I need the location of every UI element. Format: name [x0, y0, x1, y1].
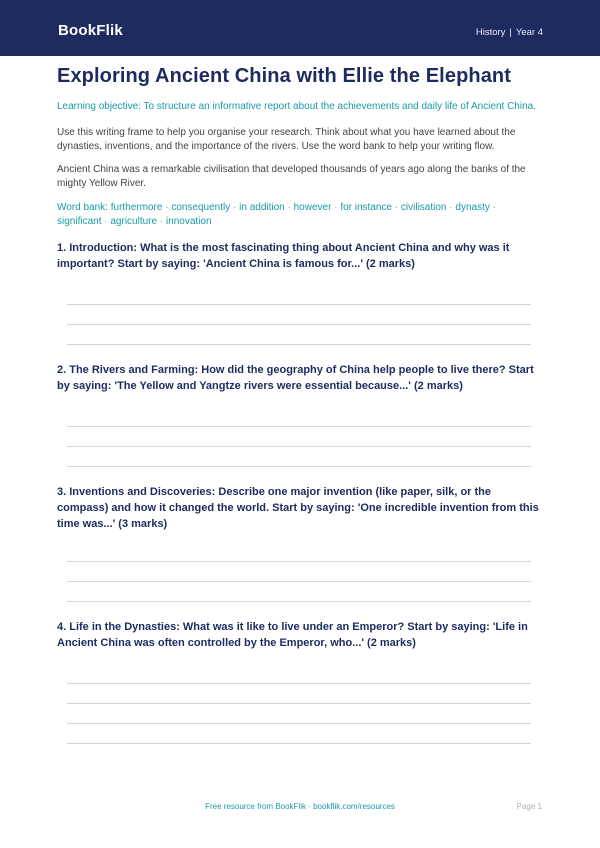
word-bank-separator: ·	[446, 202, 456, 213]
header-separator: |	[509, 27, 512, 38]
header-bar	[0, 0, 600, 56]
answer-line[interactable]	[67, 723, 531, 724]
word-bank-item: for instance	[340, 202, 393, 213]
answer-line[interactable]	[67, 344, 531, 345]
word-bank-item: civilisation	[400, 202, 447, 213]
answer-line[interactable]	[67, 426, 531, 427]
question-text: 4. Life in the Dynasties: What was it like to live under an Emperor? Start by saying: 'Life in Ancient China was often controlled by the Emperor, who...' (2 marks)	[57, 621, 528, 649]
page-title: Exploring Ancient China with Ellie the Elephant	[57, 65, 511, 87]
context-paragraph: Ancient China was a remarkable civilisation that developed thousands of years ago along the banks of the mighty Yellow River.	[57, 164, 526, 189]
word-bank-item: dynasty	[455, 202, 490, 213]
answer-line[interactable]	[67, 581, 531, 582]
instructions-paragraph: Use this writing frame to help you organise your research. Think about what you have learned about the dynasties, inventions, and the importance of the rivers. Use the word bank to help your writing flow.	[57, 127, 516, 152]
word-bank-label: Word bank:	[57, 202, 108, 213]
year-label: Year 4	[515, 27, 543, 38]
word-bank-separator: ·	[230, 202, 240, 213]
answer-line[interactable]	[67, 561, 531, 562]
answer-line[interactable]	[67, 703, 531, 704]
word-bank-item: significant	[57, 216, 102, 227]
question-text: 3. Inventions and Discoveries: Describe one major invention (like paper, silk, or the compass) and how it changed the world. Start by saying: 'One incredible invention from this time was...' (3 marks)	[57, 486, 539, 530]
answer-line[interactable]	[67, 304, 531, 305]
word-bank-separator: ·	[162, 202, 172, 213]
answer-line[interactable]	[67, 683, 531, 684]
word-bank-separator: ·	[392, 202, 401, 213]
word-bank-separator: ·	[284, 202, 294, 213]
worksheet-intro	[57, 64, 543, 229]
answer-line[interactable]	[67, 743, 531, 744]
answer-line[interactable]	[67, 446, 531, 447]
answer-line[interactable]	[67, 601, 531, 602]
question-2	[57, 362, 545, 394]
word-bank-separator: ·	[101, 216, 111, 227]
question-1	[57, 240, 545, 272]
word-bank-item: agriculture	[110, 216, 158, 227]
word-bank-separator: ·	[489, 202, 496, 213]
word-bank-separator: ·	[331, 202, 341, 213]
word-bank-item: innovation	[165, 216, 212, 227]
question-text: 1. Introduction: What is the most fascinating thing about Ancient China and why was it important? Start by saying: 'Ancient China is famous for...' (2 marks)	[57, 242, 510, 270]
subject-label: History	[475, 27, 506, 38]
subject-year-label	[476, 27, 543, 38]
question-4	[57, 619, 545, 651]
word-bank-item: furthermore	[110, 202, 163, 213]
question-3	[57, 484, 545, 532]
word-bank	[57, 201, 543, 229]
answer-line[interactable]	[67, 324, 531, 325]
question-text: 2. The Rivers and Farming: How did the geography of China help people to live there? Start by saying: 'The Yellow and Yangtze rivers were essential because...' (2 marks)	[57, 364, 534, 392]
word-bank-item: however	[293, 202, 332, 213]
footer-credit: Free resource from BookFlik · bookflik.com/resources	[205, 802, 395, 811]
page-number: Page 1	[516, 802, 542, 811]
word-bank-words	[57, 202, 496, 227]
learning-objective: Learning objective: To structure an informative report about the achievements and daily life of Ancient China.	[57, 101, 536, 112]
word-bank-item: in addition	[239, 202, 285, 213]
answer-line[interactable]	[67, 466, 531, 467]
word-bank-separator: ·	[157, 216, 166, 227]
word-bank-item: consequently	[171, 202, 231, 213]
brand-logo: BookFlik	[58, 22, 123, 39]
